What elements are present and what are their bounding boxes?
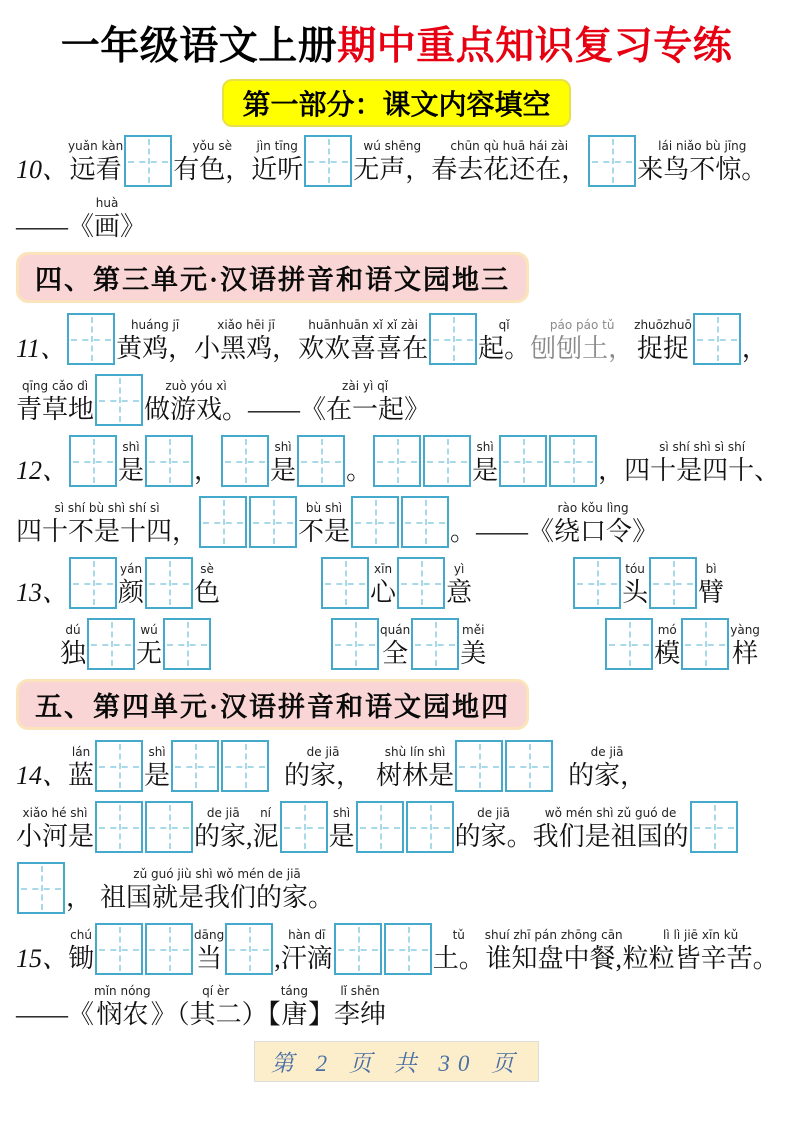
hanzi: 是: [328, 821, 355, 851]
q15-line1: [0, 923, 793, 975]
hanzi: 》（: [150, 1000, 190, 1030]
q15-source: [0, 984, 793, 1032]
text-segment: [94, 984, 151, 1032]
text-segment: [284, 745, 362, 793]
answer-box: [249, 496, 297, 548]
hanzi: 当: [196, 943, 223, 973]
pinyin: qīng cǎo dì: [21, 378, 89, 393]
hanzi: 臂: [698, 577, 725, 607]
text-segment: [326, 379, 404, 427]
answer-box: [351, 496, 399, 548]
answer-box: [163, 618, 211, 670]
hanzi: 起。: [478, 333, 531, 363]
pinyin: chú: [70, 927, 92, 942]
hanzi: 有色，: [173, 155, 252, 185]
text-segment: [554, 501, 632, 549]
spacer: [212, 669, 330, 670]
pinyin: lái niǎo bù jīng: [658, 139, 747, 154]
hanzi: 我们是祖国的: [532, 821, 689, 851]
answer-box: [95, 374, 143, 426]
text-segment: [60, 623, 86, 671]
hanzi: 蓝: [68, 760, 95, 790]
hanzi: 欢欢喜喜在: [298, 333, 429, 363]
text-segment: [623, 928, 779, 976]
section-5-header-row: [0, 679, 793, 730]
hanzi: 粒粒皆辛苦。: [622, 943, 779, 973]
answer-box: [297, 435, 345, 487]
q13-line1: [0, 557, 793, 609]
hanzi: 泥: [252, 821, 279, 851]
answer-box: [225, 923, 273, 975]
question-number: [16, 154, 68, 187]
answer-box: [356, 801, 404, 853]
answer-box: [221, 435, 269, 487]
pinyin: rào kǒu lìng: [557, 500, 629, 515]
text-segment: [446, 562, 472, 610]
text-segment: [16, 211, 94, 244]
answer-box: [87, 618, 135, 670]
text-segment: [455, 806, 533, 854]
question-number: [16, 760, 68, 793]
text-segment: [120, 211, 146, 244]
spacer: [92, 913, 100, 914]
hanzi: 树林是: [376, 760, 455, 790]
pinyin: dú: [65, 622, 81, 637]
pinyin: quán: [380, 622, 411, 637]
answer-box: [17, 862, 65, 914]
text-segment: [253, 806, 279, 854]
question-number: [16, 577, 68, 610]
hanzi: 头: [622, 577, 649, 607]
hanzi: 心: [370, 577, 397, 607]
hanzi: 唐: [281, 1000, 308, 1030]
text-segment: [248, 394, 326, 427]
pinyin: táng: [280, 984, 308, 999]
hanzi: ）【: [241, 1000, 281, 1030]
hanzi: ——《: [16, 211, 95, 241]
pinyin: shì: [274, 439, 292, 454]
pinyin: de jiā: [590, 744, 624, 759]
answer-box: [573, 557, 621, 609]
answer-box: [401, 496, 449, 548]
answer-box: [423, 435, 471, 487]
hanzi: 在一起: [326, 394, 405, 424]
text-segment: [598, 455, 624, 488]
text-segment: [433, 928, 485, 976]
pinyin: lì lì jiē xīn kǔ: [663, 927, 739, 942]
q10-line1: [0, 135, 793, 187]
text-segment: [460, 623, 486, 671]
pinyin: yàng: [730, 622, 760, 637]
question-number: [16, 455, 68, 488]
hanzi: 独: [60, 638, 87, 668]
pinyin: de jiā: [206, 805, 240, 820]
text-segment: [632, 516, 658, 549]
answer-box: [373, 435, 421, 487]
pinyin: de jiā: [306, 744, 340, 759]
text-segment: [136, 623, 162, 671]
hanzi: 来鸟不惊。: [637, 155, 768, 185]
answer-box: [67, 313, 115, 365]
answer-box: [69, 435, 117, 487]
q13-line2: [0, 618, 793, 670]
hanzi: 色: [194, 577, 221, 607]
answer-box: [693, 313, 741, 365]
pinyin: zhuōzhuō: [634, 317, 692, 332]
answer-box: [429, 313, 477, 365]
hanzi: 》: [632, 516, 659, 546]
pinyin: huānhuān xǐ xǐ zài: [308, 317, 418, 332]
spacer: [472, 608, 572, 609]
text-segment: [281, 928, 333, 976]
hanzi: 悯农: [96, 1000, 149, 1030]
hanzi: 小河是: [16, 821, 95, 851]
text-segment: [144, 379, 248, 427]
hanzi: 黄鸡，: [116, 333, 195, 363]
answer-box: [397, 557, 445, 609]
hanzi: 的家,: [194, 821, 253, 851]
text-segment: [472, 440, 498, 488]
q11-line1: [0, 313, 793, 365]
answer-box: [145, 557, 193, 609]
q14-line1: [0, 740, 793, 792]
hanzi: 李绅: [333, 1000, 386, 1030]
worksheet-page: [0, 24, 793, 1146]
pinyin: shì: [122, 439, 140, 454]
pinyin: shù lín shì: [384, 744, 446, 759]
pinyin: xīn: [374, 561, 393, 576]
hanzi: 14、: [16, 760, 69, 790]
answer-box: [171, 740, 219, 792]
pinyin: sè: [200, 561, 214, 576]
q14-line3: [0, 862, 793, 914]
pinyin: mǐn nóng: [94, 984, 151, 999]
text-segment: [116, 318, 194, 366]
hanzi: 绕口令: [554, 516, 633, 546]
answer-box: [331, 618, 379, 670]
hanzi: ，: [194, 455, 221, 485]
text-segment: [533, 806, 689, 854]
answer-box: [588, 135, 636, 187]
text-segment: [194, 928, 224, 976]
hanzi: 其二: [189, 1000, 242, 1030]
hanzi: 13、: [16, 577, 69, 607]
hanzi: 是: [270, 455, 297, 485]
hanzi: ——《: [16, 1000, 95, 1030]
pinyin: qí èr: [202, 984, 230, 999]
spacer: [220, 608, 320, 609]
text-segment: [194, 806, 253, 854]
answer-box: [549, 435, 597, 487]
pinyin: wǒ mén shì zǔ guó de: [544, 805, 677, 820]
hanzi: 春去花还在，: [431, 155, 588, 185]
hanzi: 。: [346, 455, 373, 485]
text-segment: [281, 984, 308, 1032]
answer-box: [605, 618, 653, 670]
answer-box: [199, 496, 247, 548]
text-segment: [404, 394, 430, 427]
spacer: [362, 791, 376, 792]
text-segment: [190, 984, 242, 1032]
pinyin: qǐ: [498, 317, 510, 332]
text-segment: [242, 999, 281, 1032]
hanzi: 颜: [118, 577, 145, 607]
hanzi: 无: [136, 638, 163, 668]
pinyin: páo páo tǔ: [549, 317, 615, 332]
text-segment: [637, 139, 767, 187]
hanzi: ，: [66, 882, 93, 912]
q11-line2: [0, 374, 793, 426]
hanzi: 祖国就是我们的家。: [100, 882, 335, 912]
text-segment: [730, 623, 760, 671]
hanzi: 15、: [16, 943, 69, 973]
answer-box: [124, 135, 172, 187]
hanzi: 锄: [68, 943, 95, 973]
answer-box: [411, 618, 459, 670]
hanzi: 谁知盘中餐,: [485, 943, 622, 973]
text-segment: [251, 139, 303, 187]
section-5-header: 五、第四单元·汉语拼音和语文园地四: [16, 679, 529, 730]
text-segment: [173, 139, 251, 187]
page-footer-wrap: [0, 1041, 793, 1082]
q12-line1: [0, 435, 793, 487]
hanzi: 近听: [251, 155, 304, 185]
text-segment: [270, 440, 296, 488]
pinyin: huà: [95, 195, 119, 210]
text-segment: [144, 745, 170, 793]
pinyin: wú shēng: [363, 139, 422, 154]
text-segment: [298, 318, 428, 366]
hanzi: 青草地: [16, 394, 95, 424]
hanzi: ——《: [248, 394, 327, 424]
text-segment: [380, 623, 410, 671]
text-segment: [450, 516, 554, 549]
answer-box: [455, 740, 503, 792]
pinyin: xiǎo hé shì: [22, 805, 88, 820]
hanzi: ，: [598, 455, 625, 485]
answer-box: [649, 557, 697, 609]
text-segment: [742, 333, 768, 366]
pinyin: xiǎo hēi jī: [217, 317, 275, 332]
question-number: [16, 333, 66, 366]
pinyin: ní: [260, 805, 272, 820]
pinyin: sì shí shì sì shí: [659, 439, 746, 454]
answer-box: [334, 923, 382, 975]
hanzi: 四十不是十四，: [16, 516, 199, 546]
hanzi: 的家，: [284, 760, 363, 790]
pinyin: lán: [71, 744, 91, 759]
text-segment: [16, 379, 94, 427]
pinyin: jìn tīng: [256, 139, 298, 154]
answer-box: [406, 801, 454, 853]
pinyin: wú: [140, 622, 158, 637]
hanzi: 捉捉: [637, 333, 690, 363]
text-segment: [376, 745, 454, 793]
hanzi: 11、: [16, 333, 67, 363]
pinyin: chūn qù huā hái zài: [450, 139, 569, 154]
text-segment: [370, 562, 396, 610]
hanzi: 画: [94, 211, 121, 241]
text-segment: [346, 455, 372, 488]
q12-line2: [0, 496, 793, 548]
text-segment: [485, 928, 623, 976]
page-number-badge: 第 2 页 共 30 页: [254, 1041, 539, 1082]
pinyin: de jiā: [477, 805, 510, 820]
hanzi: ，: [741, 333, 768, 363]
answer-box: [145, 435, 193, 487]
text-segment: [431, 139, 587, 187]
hanzi: 12、: [16, 455, 69, 485]
pinyin: huáng jī: [130, 317, 180, 332]
text-segment: [634, 318, 692, 366]
hanzi: 】: [307, 1000, 334, 1030]
answer-box: [95, 740, 143, 792]
worksheet-body: [0, 135, 793, 1032]
answer-box: [304, 135, 352, 187]
hanzi: 无声，: [353, 155, 432, 185]
text-segment: [624, 440, 780, 488]
hanzi: 小黑鸡，: [194, 333, 299, 363]
text-segment: [568, 745, 646, 793]
hanzi: 样: [732, 638, 759, 668]
hanzi: 意: [446, 577, 473, 607]
hanzi: 美: [460, 638, 487, 668]
answer-box: [95, 801, 143, 853]
text-segment: [16, 501, 198, 549]
text-segment: [654, 623, 680, 671]
page-title: [6, 24, 787, 71]
text-segment: [68, 928, 94, 976]
pinyin: yuǎn kàn: [68, 139, 124, 154]
pinyin: bù shì: [305, 500, 343, 515]
pinyin: tǔ: [452, 927, 465, 942]
pinyin: yǒu sè: [192, 139, 232, 154]
spacer: [16, 669, 60, 670]
text-segment: [194, 455, 220, 488]
text-segment: [194, 318, 298, 366]
hanzi: 是: [472, 455, 499, 485]
text-segment: [530, 318, 634, 366]
pinyin: shì: [332, 805, 351, 820]
text-segment: [698, 562, 724, 610]
text-segment: [68, 745, 94, 793]
hanzi: 。——《: [450, 516, 555, 546]
section-banner: 第一部分：课文内容填空: [222, 79, 570, 127]
hanzi: 做游戏。: [144, 394, 249, 424]
pinyin: sì shí bù shì shí sì: [54, 500, 160, 515]
page-title-black: 一年级语文上册: [60, 24, 338, 69]
question-number: [16, 943, 68, 976]
text-segment: [118, 440, 144, 488]
text-segment: [308, 999, 334, 1032]
answer-box: [221, 740, 269, 792]
answer-box: [505, 740, 553, 792]
pinyin: yì: [453, 561, 465, 576]
answer-box: [69, 557, 117, 609]
pinyin: zuò yóu xì: [165, 378, 227, 393]
answer-box: [145, 923, 193, 975]
answer-box: [690, 801, 738, 853]
text-segment: [100, 867, 334, 915]
text-segment: [118, 562, 144, 610]
pinyin: tóu: [625, 561, 645, 576]
pinyin: yán: [119, 561, 143, 576]
answer-box: [499, 435, 547, 487]
hanzi: 是: [118, 455, 145, 485]
q10-source: [0, 196, 793, 244]
hanzi: 土。: [432, 943, 485, 973]
section-4-header-row: [0, 252, 793, 303]
section-banner-wrap: [0, 79, 793, 127]
text-segment: [194, 562, 220, 610]
hanzi: 四十是四十、: [624, 455, 781, 485]
hanzi: 远看: [69, 155, 122, 185]
pinyin: měi: [462, 622, 485, 637]
answer-box: [95, 923, 143, 975]
spacer: [486, 669, 604, 670]
text-segment: [16, 999, 94, 1032]
pinyin: shuí zhī pán zhōng cān: [484, 927, 623, 942]
pinyin: shì: [148, 744, 166, 759]
pinyin: mó: [657, 622, 677, 637]
hanzi: 模: [654, 638, 681, 668]
answer-box: [280, 801, 328, 853]
spacer: [554, 791, 568, 792]
q14-line2: [0, 801, 793, 853]
hanzi: 是: [144, 760, 171, 790]
text-segment: [478, 318, 530, 366]
hanzi: 》: [404, 394, 431, 424]
text-segment: [329, 806, 355, 854]
pinyin: shì: [476, 439, 494, 454]
answer-box: [321, 557, 369, 609]
text-segment: [334, 984, 386, 1032]
text-segment: [298, 501, 350, 549]
answer-box: [384, 923, 432, 975]
hanzi: 的家。: [454, 821, 533, 851]
pinyin: lǐ shēn: [340, 984, 380, 999]
page-title-red: 期中重点知识复习专练: [337, 24, 733, 69]
spacer: [270, 791, 284, 792]
pinyin: dāng: [194, 927, 225, 942]
answer-box: [681, 618, 729, 670]
text-segment: [16, 806, 94, 854]
text-segment: [151, 999, 190, 1032]
text-segment: [622, 562, 648, 610]
pinyin: hàn dī: [288, 927, 326, 942]
hanzi: 汗滴: [280, 943, 333, 973]
text-segment: [94, 196, 120, 244]
pinyin: bì: [705, 561, 717, 576]
text-segment: [353, 139, 431, 187]
hanzi: 10、: [16, 155, 69, 185]
hanzi: 》: [120, 211, 147, 241]
answer-box: [145, 801, 193, 853]
hanzi: 全: [382, 638, 409, 668]
text-segment: [66, 882, 92, 915]
hanzi: 刨刨土，: [530, 333, 635, 363]
hanzi: 的家，: [568, 760, 647, 790]
text-segment: [68, 139, 123, 187]
pinyin: zǔ guó jiù shì wǒ mén de jiā: [133, 866, 301, 881]
pinyin: zài yì qǐ: [342, 378, 389, 393]
section-4-header: 四、第三单元·汉语拼音和语文园地三: [16, 252, 529, 303]
hanzi: ,: [274, 943, 281, 973]
hanzi: 不是: [298, 516, 351, 546]
